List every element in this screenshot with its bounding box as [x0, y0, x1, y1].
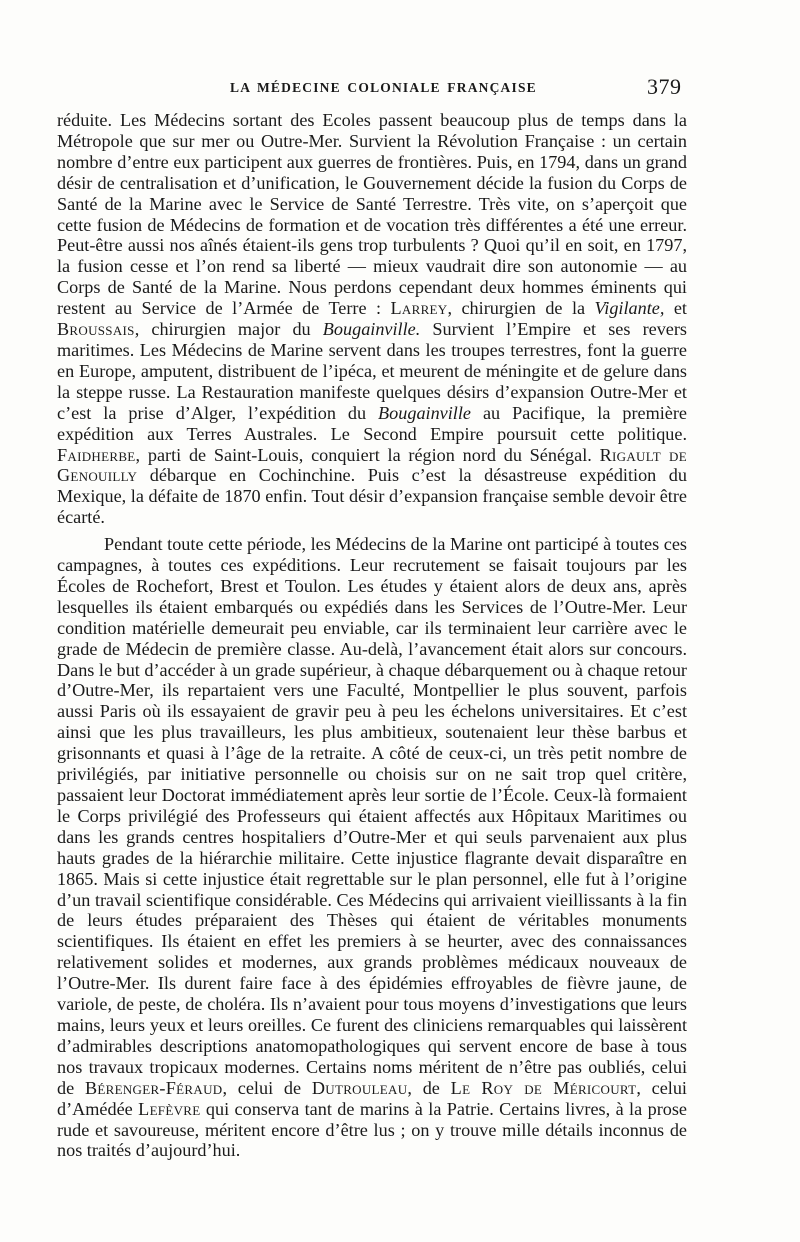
name-rigault-de-genouilly: Rigault de Genouilly	[57, 444, 687, 486]
running-head-title: LA MÉDECINE COLONIALE FRANÇAISE	[230, 80, 537, 95]
page-number: 379	[647, 74, 682, 99]
p2-text-4: , celui d’Amédée	[57, 1077, 687, 1119]
p1-text-5: Survient l’Empire et ses revers maritimes. Les Médecins de Marine servent dans les troupes terrestres, font la guerre en Europe, amputent, distribuent de l’ipéca, et meurent de méningite et de gelure dans la steppe russe. La Restauration manifeste quelques désirs d’expansion Outre-Mer et c’est la prise d’Alger, l’expédition du	[57, 319, 687, 423]
name-broussais: Broussais	[57, 319, 135, 340]
name-larrey: Larrey	[390, 298, 448, 319]
body-text	[57, 110, 687, 1161]
p2-text-3: , de	[407, 1077, 451, 1098]
p1-text-4: , chirurgien major du	[134, 319, 323, 340]
name-dutrouleau: Dutrouleau	[311, 1077, 408, 1098]
p1-text-2: , chirurgien de la	[447, 298, 595, 319]
ship-vigilante: Vigilante,	[594, 298, 665, 319]
paragraph-1	[57, 110, 687, 528]
p1-text-3: et	[664, 298, 687, 319]
paragraph-2	[57, 534, 687, 1161]
ship-bougainville-2: Bougainville	[378, 402, 471, 423]
p1-text-6: au Pacifique, la première expédition aux Terres Australes. Le Second Empire poursuit cette politique.	[57, 402, 687, 444]
name-faidherbe: Faidherbe	[57, 444, 136, 465]
p1-text-1: réduite. Les Médecins sortant des Ecoles passent beaucoup plus de temps dans la Métropole que sur mer ou Outre-Mer. Survient la Révolution Française : un certain nombre d’entre eux participent aux guerres de frontières. Puis, en 1794, dans un grand désir de centralisation et d’unification, le Gouvernement décide la fusion du Corps de Santé de la Marine avec le Service de Santé Terrestre. Très vite, on s’aperçoit que cette fusion de Médecins de formation et de vocation très différentes a été une erreur. Peut-être aussi nos aînés étaient-ils gens trop turbulents ? Quoi qu’il en soit, en 1797, la fusion cesse et l’on rend sa liberté — mieux vaudrait dire son autonomie — au Corps de Santé de la Marine. Nous perdons cependant deux hommes éminents qui restent au Service de l’Armée de Terre :	[57, 110, 687, 319]
name-berenger-feraud: Bérenger-Féraud	[84, 1077, 223, 1098]
name-le-roy-de-mericourt: Le Roy de Méricourt	[450, 1077, 637, 1098]
p2-text-2: , celui de	[222, 1077, 312, 1098]
p1-text-8: débarque en Cochinchine. Puis c’est la désastreuse expédition du Mexique, la défaite de 1870 enfin. Tout désir d’expansion française semble devoir être écarté.	[57, 465, 687, 528]
p2-text-5: qui conserva tant de marins à la Patrie. Certains livres, à la prose rude et savoureuse, méritent encore d’être lus ; on y trouve mille détails inconnus de nos traités d’aujourd’hui.	[57, 1098, 687, 1161]
ship-bougainville-1: Bougainville.	[322, 319, 421, 340]
p2-text-1: Pendant toute cette période, les Médecins de la Marine ont participé à toutes ces campagnes, à toutes ces expéditions. Leur recrutement se faisait toujours par les Écoles de Rochefort, Brest et Toulon. Les études y étaient alors de deux ans, après lesquelles ils étaient embarqués ou expédiés dans les Services de l’Outre-Mer. Leur condition matérielle demeurait peu enviable, car ils terminaient leur carrière avec le grade de Médecin de première classe. Au-delà, l’avancement était alors sur concours. Dans le but d’accéder à un grade supérieur, à chaque débarquement ou à chaque retour d’Outre-Mer, ils repartaient vers une Faculté, Montpellier le plus souvent, parfois aussi Paris où ils essayaient de gravir peu à peu les échelons universitaires. Et c’est ainsi que les plus travailleurs, les plus ambitieux, soutenaient leur thèse barbus et grisonnants et quasi à l’âge de la retraite. A côté de ceux-ci, un très petit nombre de privilégiés, par initiative personnelle ou choisis sur on ne sait trop quel critère, passaient leur Doctorat immédiatement après leur sortie de l’École. Ceux-là formaient le Corps privilégié des Professeurs qui étaient affectés aux Hôpitaux Maritimes ou dans les grands centres hospitaliers d’Outre-Mer et qui seuls parvenaient aux plus hauts grades de la hiérarchie militaire. Cette injustice flagrante devait disparaître en 1865. Mais si cette injustice était regrettable sur le plan personnel, elle fut à l’origine d’un travail scientifique considérable. Ces Médecins qui arrivaient vieillissants à la fin de leurs études préparaient des Thèses qui étaient de véritables monuments scientifiques. Ils étaient en effet les premiers à se heurter, avec des connaissances relativement solides et modernes, aux grands problèmes médicaux nouveaux de l’Outre-Mer. Ils durent faire face à des épidémies effroyables de fièvre jaune, de variole, de peste, de choléra. Ils n’avaient pour tous moyens d’investigations que leurs mains, leurs yeux et leurs oreilles. Ce furent des cliniciens remarquables qui laissèrent d’admirables descriptions anatomopathologiques qui servent encore de base à tous nos travaux tropicaux modernes. Certains noms méritent de n’être pas oubliés, celui de	[57, 534, 687, 1098]
name-lefevre: Lefèvre	[138, 1098, 201, 1119]
p1-text-7: , parti de Saint-Louis, conquiert la région nord du Sénégal.	[135, 444, 600, 465]
